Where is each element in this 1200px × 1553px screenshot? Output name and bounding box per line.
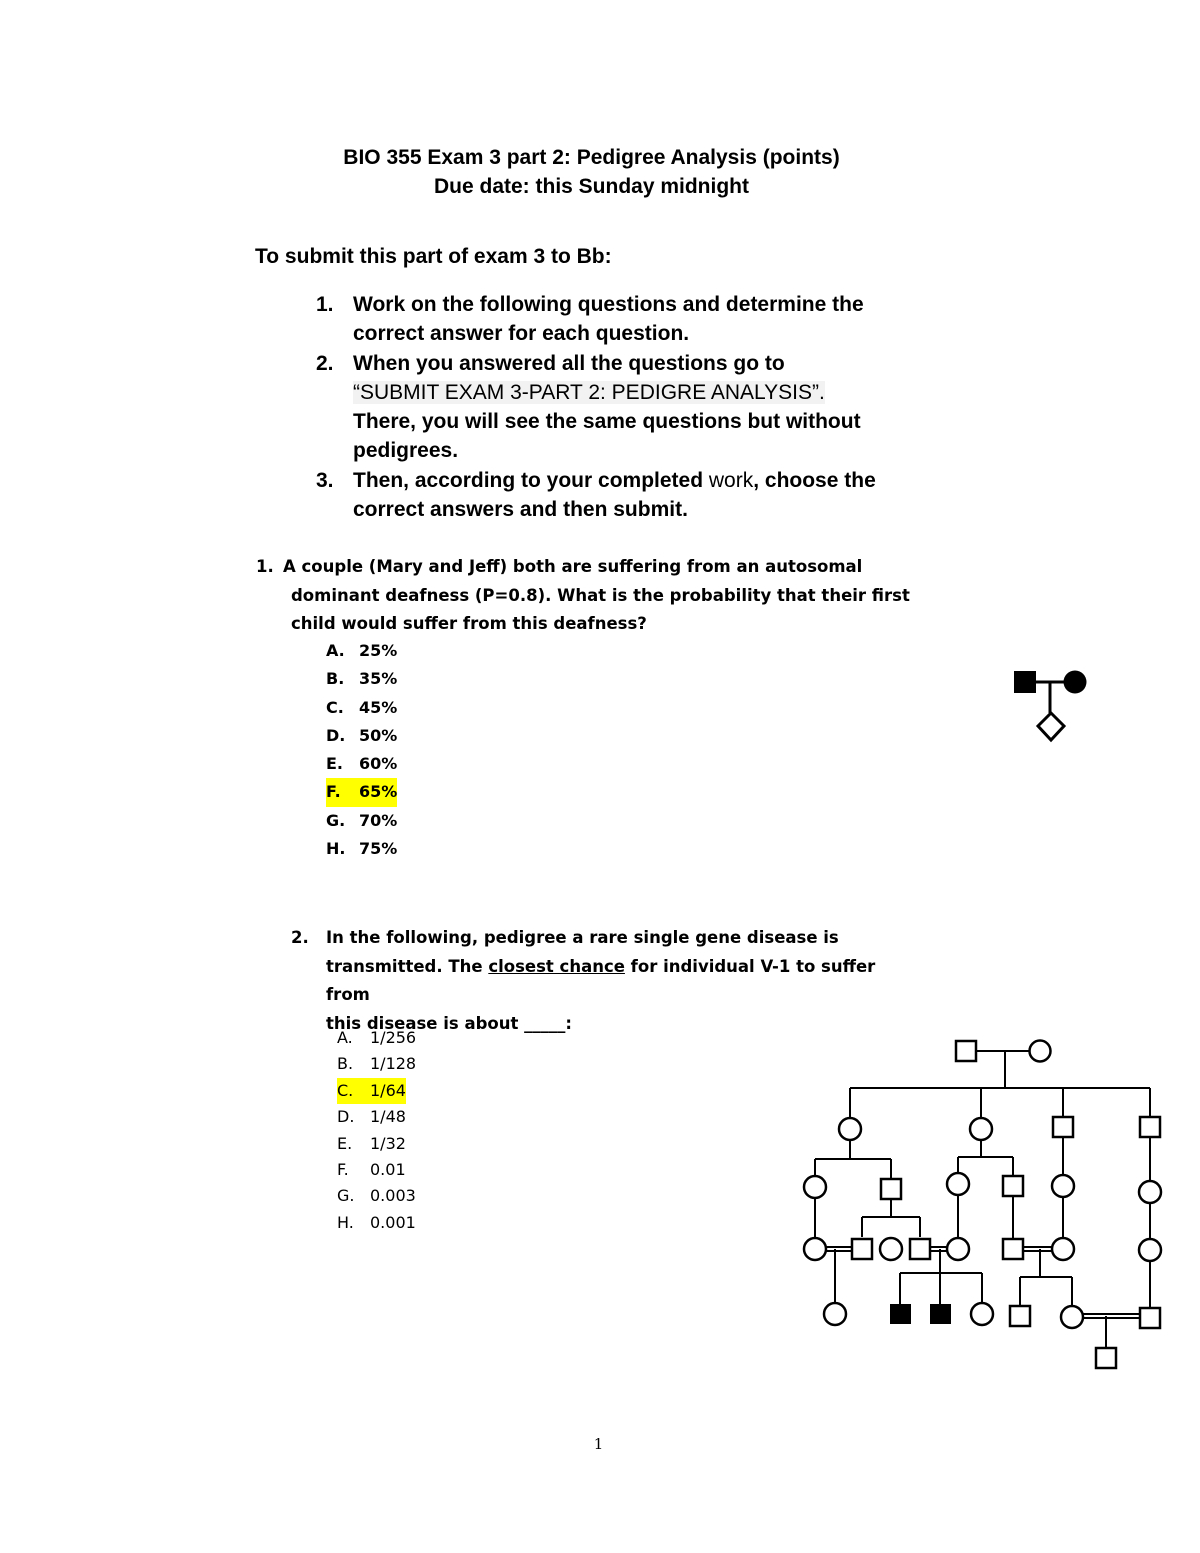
option-1f-highlighted[interactable]: F. 65% xyxy=(326,778,397,806)
option-1e[interactable]: E. 60% xyxy=(326,754,398,774)
option-2h[interactable]: H. 0.001 xyxy=(337,1212,416,1232)
affected-male xyxy=(1014,671,1036,693)
submit-link-text: “SUBMIT EXAM 3-PART 2: PEDIGRE ANALYSIS”. xyxy=(353,380,825,404)
option-2c-highlighted[interactable]: C. 1/64 xyxy=(337,1078,406,1104)
question-2-options xyxy=(337,1025,416,1236)
child-unknown-sex xyxy=(1038,713,1064,740)
option-2f[interactable]: F. 0.01 xyxy=(337,1159,406,1179)
instruction-step-1: 1. Work on the following questions and determine the correct answer for each question. xyxy=(316,293,864,346)
option-2a[interactable]: A. 1/256 xyxy=(337,1028,417,1047)
instruction-step-2: 2. When you answered all the questions go to “SUBMIT EXAM 3-PART 2: PEDIGRE ANALYSIS”. There, you will see the same questions but without pedigrees. xyxy=(316,351,861,463)
exam-title: BIO 355 Exam 3 part 2: Pedigree Analysis (points) xyxy=(343,146,840,169)
option-1d[interactable]: D. 50% xyxy=(326,725,398,745)
page-number: 1 xyxy=(593,1435,604,1453)
question-1-options xyxy=(326,637,397,863)
option-1h[interactable]: H. 75% xyxy=(326,839,398,859)
instruction-step-3: 3. Then, according to your completed work, choose the correct answers and then submit. xyxy=(316,468,876,522)
affected-female xyxy=(1064,671,1087,694)
option-1g[interactable]: G. 70% xyxy=(326,810,398,830)
option-2g[interactable]: G. 0.003 xyxy=(337,1186,416,1206)
underlined-phrase: closest chance xyxy=(488,956,625,976)
option-2d[interactable]: D. 1/48 xyxy=(337,1107,406,1127)
due-date: Due date: this Sunday midnight xyxy=(433,175,749,198)
question-2: 2. In the following, pedigree a rare single gene disease is transmitted. The closest chance for individual V-1 to suffer from this disease is about _____: xyxy=(291,928,876,1033)
option-2b[interactable]: B. 1/128 xyxy=(337,1054,417,1074)
option-1a[interactable]: A. 25% xyxy=(326,641,398,660)
option-1b[interactable]: B. 35% xyxy=(326,669,398,689)
option-2e[interactable]: E. 1/32 xyxy=(337,1133,406,1153)
instruction-steps xyxy=(316,290,916,524)
option-1c[interactable]: C. 45% xyxy=(326,697,398,717)
question-1: 1. A couple (Mary and Jeff) both are suffering from an autosomal dominant deafness (P=0.8). What is the probability that their first child would suffer from this deafness? xyxy=(256,557,910,633)
instructions-heading: To submit this part of exam 3 to Bb: xyxy=(255,245,612,268)
